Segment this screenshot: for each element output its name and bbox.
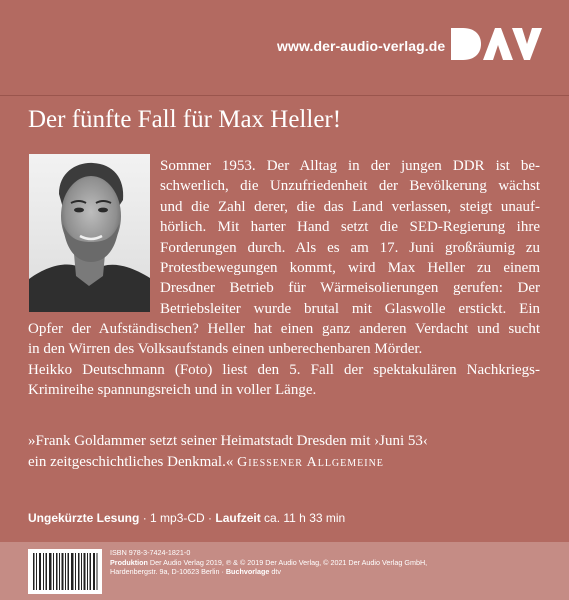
production-label: Produktion (110, 557, 148, 567)
isbn: ISBN 978-3-7424-1821-0 (110, 548, 191, 557)
runtime-label: Laufzeit (215, 511, 261, 525)
description-line: Sommer 1953. Der Alltag in der jungen DDR ist be- (160, 158, 540, 174)
publisher-url[interactable]: www.der-audio-verlag.de (277, 38, 446, 54)
format-details: · 1 mp3-CD · (139, 511, 216, 525)
quote-source: Giessener Allgemeine (237, 455, 384, 470)
description-line: schwerlich, die Unzufriedenheit der Bevölkerung wächst (160, 178, 540, 195)
header-divider (0, 95, 569, 96)
header (0, 0, 569, 95)
narrator-photo (29, 154, 150, 312)
description-line: Opfer der Aufständischen? Heller hat einen ganz anderen Verdacht und sucht (28, 321, 540, 337)
description-line: Heikko Deutschmann (Foto) liest den 5. Fall der spektakulären Nachkriegs- (28, 361, 540, 378)
description-line: Forderungen durch. Als es am 17. Juni großräumig zu (160, 239, 540, 256)
description-line: Krimireihe spannungsreich und in voller Länge. (28, 382, 317, 399)
buchvorlage-text: dtv (269, 567, 281, 577)
quote-line: »Frank Goldammer setzt seiner Heimatstadt Dresden mit ›Juni 53‹ (28, 433, 428, 449)
production-text: Der Audio Verlag 2019, ℗ & © 2019 Der Audio Verlag, © 2021 Der Audio Verlag GmbH, (147, 557, 428, 567)
description-line: Dresdner Betrieb für Wärmeisolierungen gerufen: Der (160, 280, 540, 297)
barcode-icon (28, 549, 102, 594)
description-line: hörlich. Mit harter Hand setzt die SED-Regierung ihre (160, 219, 540, 236)
press-quote (28, 431, 548, 473)
runtime-value: ca. 11 h 33 min (260, 511, 346, 525)
production-line (110, 558, 427, 568)
address-text: Hardenbergstr. 9a, D-10623 Berlin · (110, 567, 226, 577)
barcode (28, 549, 102, 594)
buchvorlage-label: Buchvorlage (225, 567, 270, 577)
description-line: in den Wirren des Volksaufstands einen unberechenbaren Mörder. (28, 341, 423, 358)
description-line: und die Zahl derer, die das Land verlassen, steigt unauf- (160, 198, 540, 215)
headline: Der fünfte Fall für Max Heller! (28, 106, 342, 133)
quote-line-2-row (28, 452, 548, 473)
description-full (28, 319, 540, 401)
quote-line: ein zeitgeschichtliches Denkmal.« (28, 454, 234, 470)
legal-text (110, 548, 427, 577)
dav-logo-icon (449, 26, 543, 62)
description-line: Betriebsleiter wurde brutal mit Glaswolle erstickt. Ein (160, 300, 540, 317)
format-label: Ungekürzte Lesung (28, 511, 140, 525)
description-line: Protestbewegungen kommt, wird Max Heller zu einem (160, 260, 540, 277)
address-line (110, 567, 427, 577)
description-side (160, 156, 540, 319)
product-info (28, 511, 345, 525)
